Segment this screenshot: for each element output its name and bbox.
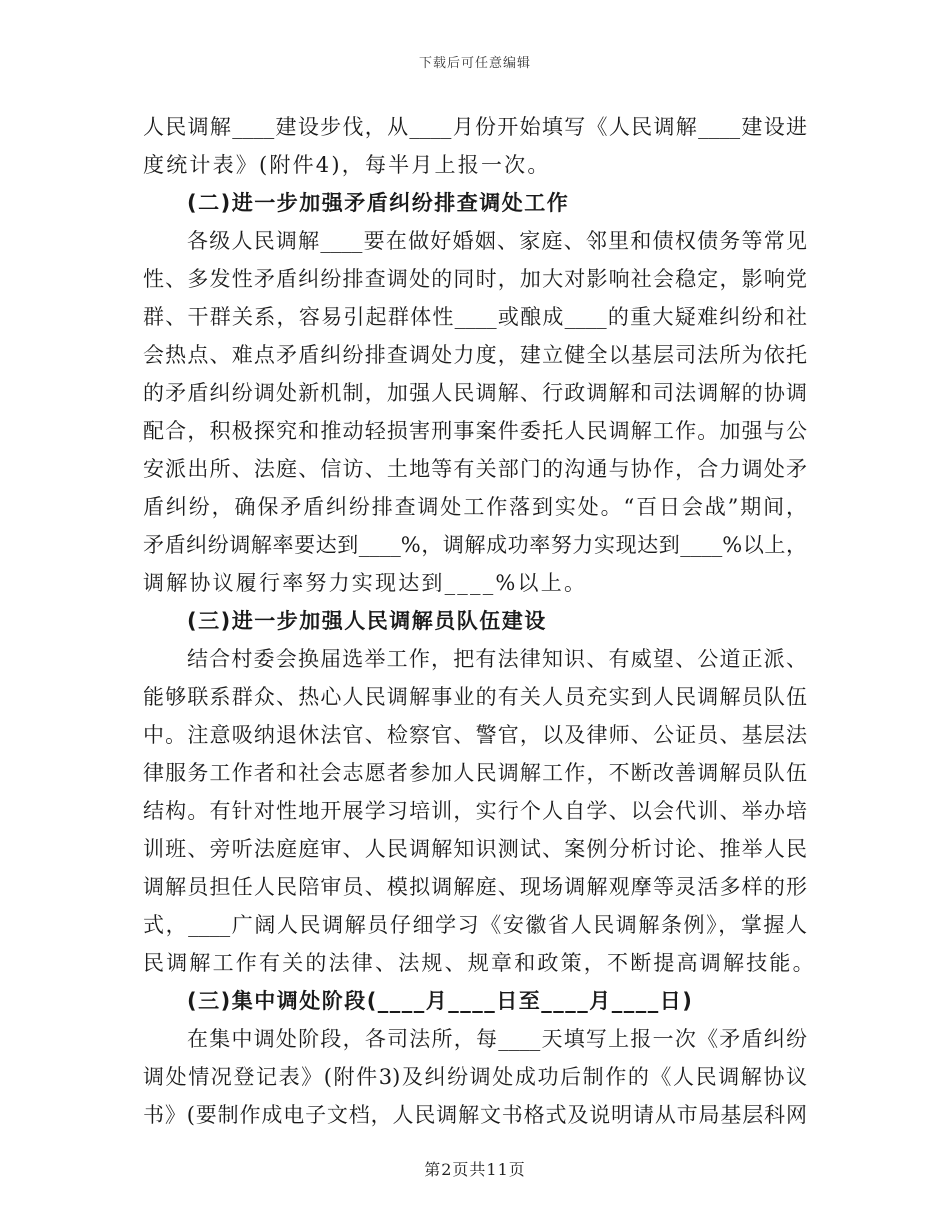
body-line: 人民调解____建设步伐，从____月份开始填写《人民调解____建设进	[143, 115, 807, 139]
section-heading: (二)进一步加强矛盾纠纷排查调处工作	[187, 191, 570, 215]
body-line: 民调解工作有关的法律、法规、规章和政策，不断提高调解技能。	[143, 951, 816, 975]
body-line: 中。注意吸纳退休法官、检察官、警官，以及律师、公证员、基层法	[143, 723, 807, 747]
body-line: 式，____广阔人民调解员仔细学习《安徽省人民调解条例》，掌握人	[143, 913, 807, 937]
body-line: 训班、旁听法庭庭审、人民调解知识测试、案例分析讨论、推举人民	[143, 837, 807, 861]
body-line: 调解协议履行率努力实现达到____%以上。	[143, 571, 588, 595]
body-line: 能够联系群众、热心人民调解事业的有关人员充实到人民调解员队伍	[143, 685, 807, 709]
page-header-note: 下载后可任意编辑	[418, 56, 531, 71]
section-heading: (三)进一步加强人民调解员队伍建设	[187, 609, 547, 633]
page-number: 第2页共11页	[424, 1160, 526, 1179]
body-line: 的矛盾纠纷调处新机制，加强人民调解、行政调解和司法调解的协调	[143, 381, 807, 405]
section-heading: (三)集中调处阶段(____月____日至____月____日)	[187, 989, 694, 1013]
body-line: 调解员担任人民陪审员、模拟调解庭、现场调解观摩等灵活多样的形	[143, 875, 807, 899]
body-line: 性、多发性矛盾纠纷排查调处的同时，加大对影响社会稳定，影响党	[143, 267, 807, 291]
body-line: 会热点、难点矛盾纠纷排查调处力度，建立健全以基层司法所为依托	[143, 343, 807, 367]
body-line: 矛盾纠纷调解率要达到____%，调解成功率努力实现达到____%以上，	[143, 533, 807, 557]
body-line: 各级人民调解____要在做好婚姻、家庭、邻里和债权债务等常见	[187, 229, 807, 253]
body-line: 配合，积极探究和推动轻损害刑事案件委托人民调解工作。加强与公	[143, 419, 807, 443]
body-line: 在集中调处阶段，各司法所，每____天填写上报一次《矛盾纠纷	[187, 1027, 807, 1051]
body-line: 律服务工作者和社会志愿者参加人民调解工作，不断改善调解员队伍	[143, 761, 807, 785]
body-line: 书》(要制作成电子文档，人民调解文书格式及说明请从市局基层科网	[143, 1103, 807, 1127]
body-line: 盾纠纷，确保矛盾纠纷排查调处工作落到实处。“百日会战”期间，	[143, 495, 807, 519]
body-line: 群、干群关系，容易引起群体性____或酿成____的重大疑难纠纷和社	[143, 305, 807, 329]
document-body	[143, 108, 816, 1134]
body-line: 度统计表》(附件4)，每半月上报一次。	[143, 153, 551, 177]
body-line: 结构。有针对性地开展学习培训，实行个人自学、以会代训、举办培	[143, 799, 807, 823]
body-line: 结合村委会换届选举工作，把有法律知识、有威望、公道正派、	[187, 647, 807, 671]
body-line: 调处情况登记表》(附件3)及纠纷调处成功后制作的《人民调解协议	[143, 1065, 807, 1089]
body-line: 安派出所、法庭、信访、土地等有关部门的沟通与协作，合力调处矛	[143, 457, 807, 481]
